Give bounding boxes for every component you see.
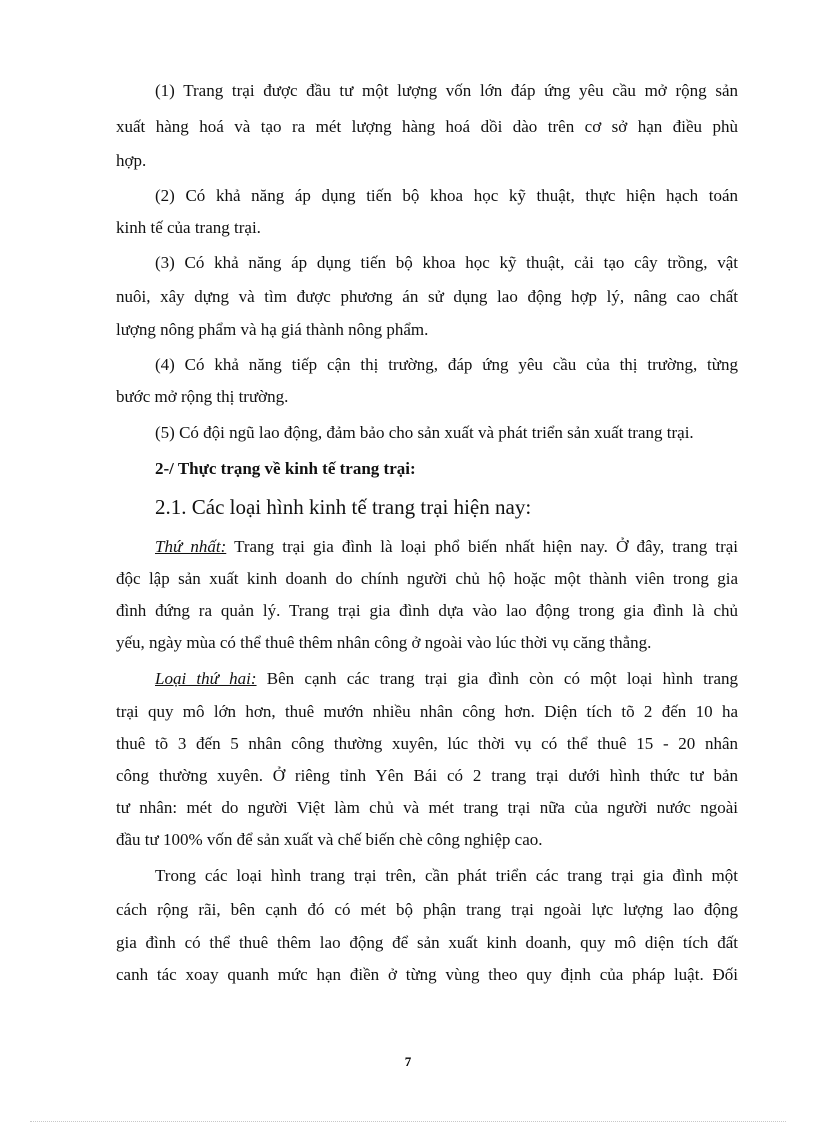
page-bottom-divider xyxy=(30,1121,786,1122)
last-para-line3: gia đình có thể thuê thêm lao động để sản xuất kinh doanh, quy mô diện tích đất xyxy=(116,933,738,952)
second-type-label: Loại thứ hai: xyxy=(155,669,257,688)
second-type-line2: trại quy mô lớn hơn, thuê mướn nhiều nhân công hơn. Diện tích tõ 2 đến 10 ha xyxy=(116,702,738,721)
para2-line1: (2) Có khả năng áp dụng tiến bộ khoa học kỹ thuật, thực hiện hạch toán xyxy=(155,186,738,205)
para5-line1: (5) Có đội ngũ lao động, đảm bảo cho sản xuất và phát triển sản xuất trang trại. xyxy=(155,423,694,442)
second-type-line5: tư nhân: mét do người Việt làm chủ và mét trang trại nữa của người nước ngoài xyxy=(116,798,738,817)
para1-line3: hợp. xyxy=(116,151,147,170)
para3-line2: nuôi, xây dựng và tìm được phương án sử dụng lao động hợp lý, nâng cao chất xyxy=(116,287,738,306)
second-type-line3: thuê tõ 3 đến 5 nhân công thường xuyên, lúc thời vụ có thể thuê 15 - 20 nhân xyxy=(116,734,738,753)
section-heading: 2-/ Thực trạng về kinh tế trang trại: xyxy=(155,459,416,478)
para3-line1: (3) Có khả năng áp dụng tiến bộ khoa học kỹ thuật, cải tạo cây trồng, vật xyxy=(155,253,738,272)
second-type-line4: công thường xuyên. Ở riêng tỉnh Yên Bái có 2 trang trại dưới hình thức tư bản xyxy=(116,766,738,785)
last-para-line2: cách rộng rãi, bên cạnh đó có mét bộ phận trang trại ngoài lực lượng lao động xyxy=(116,900,738,919)
para3-line3: lượng nông phẩm và hạ giá thành nông phẩm. xyxy=(116,320,429,339)
second-type-line6: đầu tư 100% vốn để sản xuất và chế biến chè công nghiệp cao. xyxy=(116,830,543,849)
subsection-heading: 2.1. Các loại hình kinh tế trang trại hiện nay: xyxy=(155,495,532,519)
last-para-line4: canh tác xoay quanh mức hạn điền ở từng vùng theo quy định của pháp luật. Đối xyxy=(116,965,738,984)
para1-line1: (1) Trang trại được đầu tư một lượng vốn lớn đáp ứng yêu cầu mở rộng sản xyxy=(155,81,738,100)
first-type-line3: đình đứng ra quản lý. Trang trại gia đình dựa vào lao động trong gia đình là chủ xyxy=(116,601,738,620)
second-type-line1 xyxy=(155,669,738,689)
page-number: 7 xyxy=(404,1054,412,1069)
para4-line2: bước mở rộng thị trường. xyxy=(116,387,289,406)
para4-line1: (4) Có khả năng tiếp cận thị trường, đáp ứng yêu cầu của thị trường, từng xyxy=(155,355,738,374)
first-type-label: Thứ nhất: xyxy=(155,537,227,556)
last-para-line1: Trong các loại hình trang trại trên, cần phát triển các trang trại gia đình một xyxy=(155,866,738,885)
first-type-text: Trang trại gia đình là loại phổ biến nhất hiện nay. Ở đây, trang trại xyxy=(226,537,738,556)
first-type-line4: yếu, ngày mùa có thể thuê thêm nhân công ở ngoài vào lúc thời vụ căng thẳng. xyxy=(116,633,652,652)
second-type-text: Bên cạnh các trang trại gia đình còn có một loại hình trang xyxy=(256,669,739,688)
para1-line2: xuất hàng hoá và tạo ra mét lượng hàng hoá dồi dào trên cơ sở hạn điều phù xyxy=(116,117,738,136)
para2-line2: kinh tế của trang trại. xyxy=(116,218,261,237)
first-type-line2: độc lập sản xuất kinh doanh do chính người chủ hộ hoặc một thành viên trong gia xyxy=(116,569,738,588)
first-type-line1 xyxy=(155,537,738,557)
